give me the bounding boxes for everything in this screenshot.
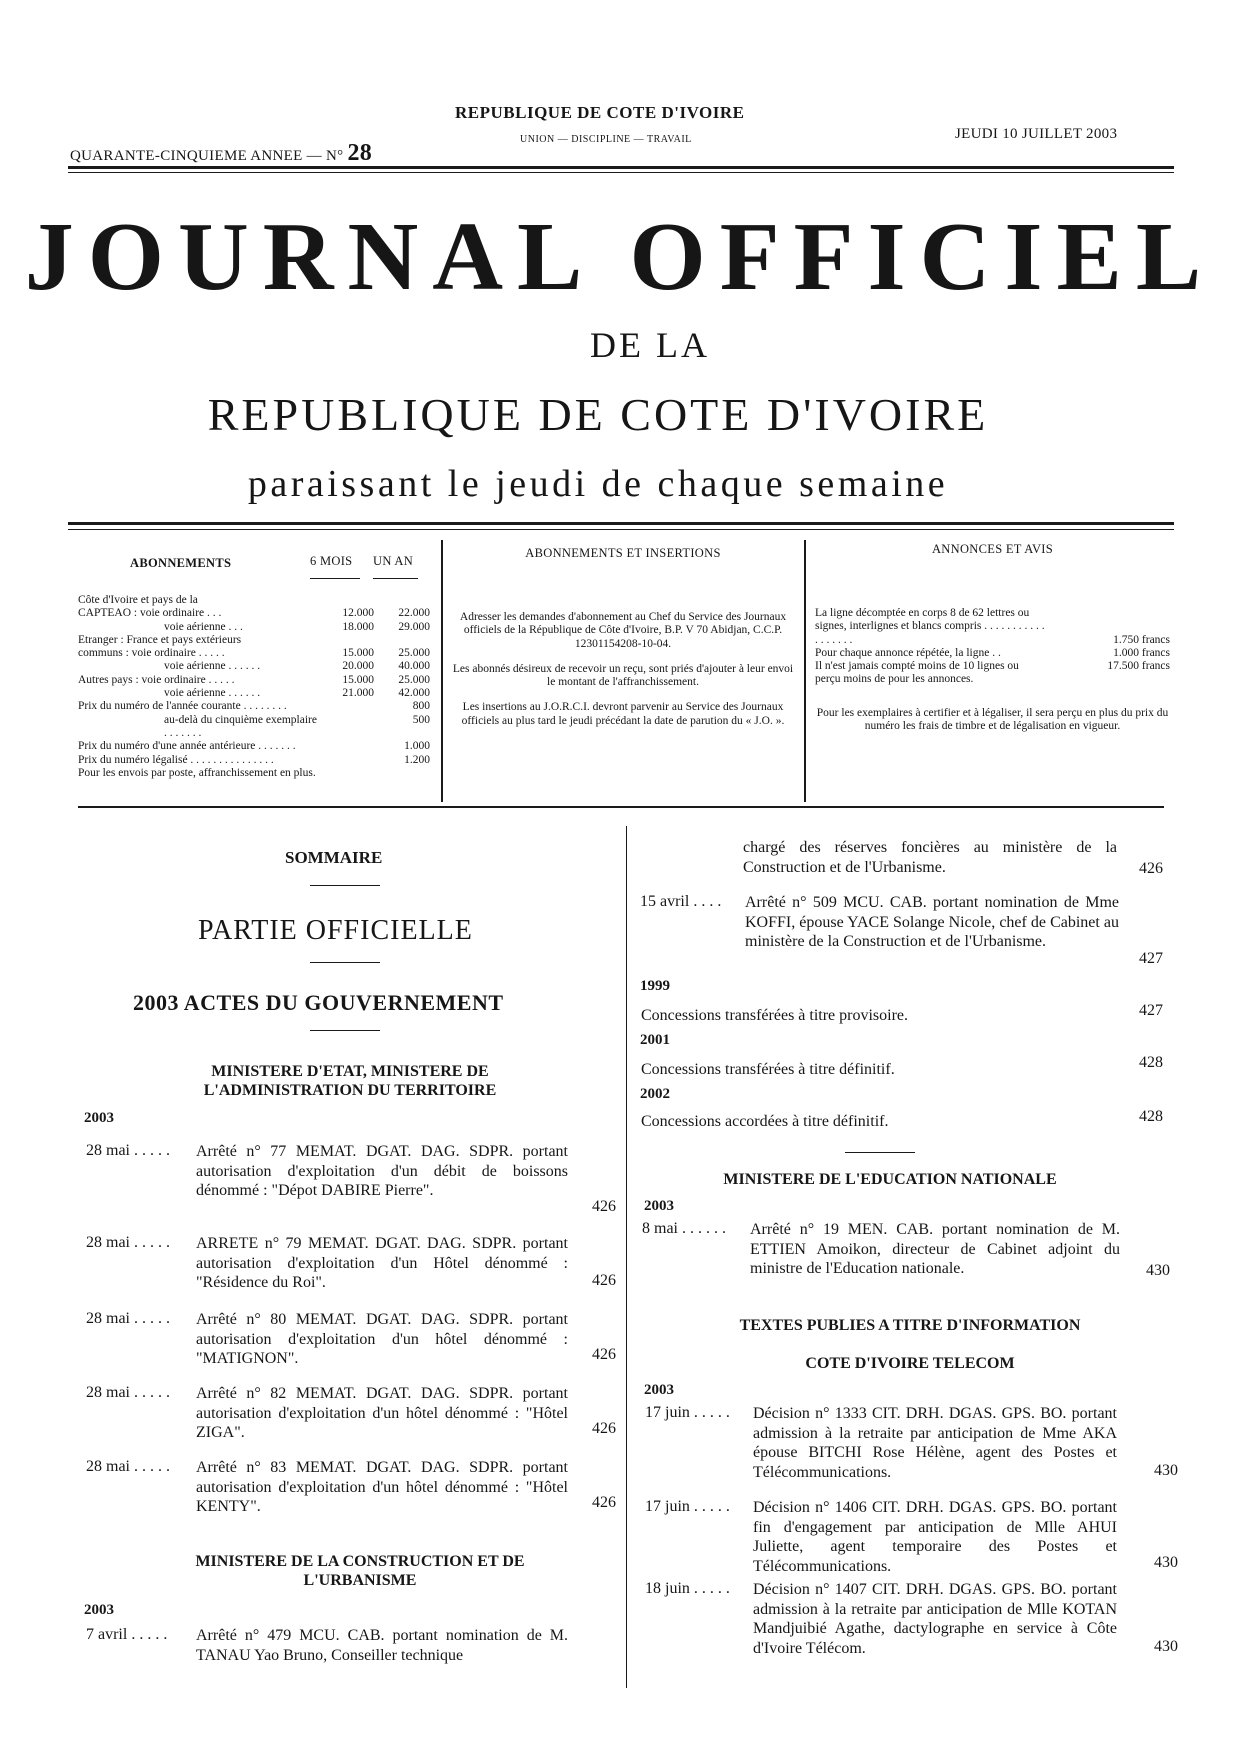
rate-label: communs : voie ordinaire . . . . .: [78, 647, 225, 660]
entry-page: 430: [1154, 1638, 1178, 1655]
entry-date: 28 mai . . . . .: [86, 1458, 170, 1475]
header-rule-thin: [68, 172, 1174, 173]
year-2003-a: 2003: [84, 1110, 114, 1126]
rate-un-an: [374, 634, 430, 647]
rate-row: [78, 660, 430, 673]
textes-heading: TEXTES PUBLIES A TITRE D'INFORMATION: [739, 1317, 1081, 1334]
rate-un-an: 25.000: [398, 647, 430, 660]
rate-6mois: 15.000: [342, 673, 374, 686]
column-divider: [626, 826, 627, 1688]
masthead-rule-thick: [68, 522, 1174, 525]
annonce-minimum-price: 17.500 francs: [1107, 660, 1170, 673]
entry-page: 426: [592, 1420, 616, 1437]
annonce-minimum-label: Il n'est jamais compté moins de 10 lignes ou perçu moins de pour les annonces.: [815, 660, 1019, 686]
entry-text: Décision n° 1406 CIT. DRH. DGAS. GPS. BO. portant fin d'engagement par anticipation de Mlle AHUI Juliette, agent temporaire des Postes et Télécommunications.: [753, 1499, 1117, 1575]
masthead-republique: REPUBLIQUE DE COTE D'IVOIRE: [207, 389, 989, 440]
annonces-note: Pour les exemplaires à certifier et à légaliser, il sera perçu en plus du prix du numéro les frais de timbre et de légalisation en vigueur.: [816, 706, 1169, 733]
annonce-repetee-price: 1.000 francs: [1113, 646, 1170, 659]
entry-text: Arrêté n° 83 MEMAT. DGAT. DAG. SDPR. portant autorisation d'exploitation d'un hôtel dénommé : "Hôtel KENTY".: [196, 1459, 568, 1515]
header-rule-thick: [68, 166, 1174, 169]
rate-6mois: [322, 714, 374, 741]
col-underline-1: [310, 578, 360, 579]
entry-page: 426: [592, 1346, 616, 1363]
ministere-education: MINISTERE DE L'EDUCATION NATIONALE: [723, 1171, 1057, 1188]
entry-text: Arrêté n° 82 MEMAT. DGAT. DAG. SDPR. portant autorisation d'exploitation d'un hôtel dénommé : "Hôtel ZIGA".: [196, 1385, 568, 1441]
header-republique: REPUBLIQUE DE COTE D'IVOIRE: [455, 103, 745, 122]
section-rule: [845, 1152, 915, 1153]
rate-row: [78, 714, 430, 741]
rate-label: Côte d'Ivoire et pays de la: [78, 594, 198, 606]
rate-label: Etranger : France et pays extérieurs: [78, 633, 242, 646]
rate-label: voie aérienne . . .: [164, 620, 243, 633]
masthead-subtitle: paraissant le jeudi de chaque semaine: [247, 463, 949, 505]
entry-page: 427: [1139, 950, 1163, 967]
concession-definitif-page: 428: [1139, 1054, 1163, 1071]
rate-un-an: 22.000: [398, 607, 430, 620]
rate-6mois: 15.000: [342, 647, 374, 660]
rate-row: [78, 621, 430, 634]
ministere-construction: MINISTERE DE LA CONSTRUCTION ET DE L'URBANISME: [195, 1553, 525, 1589]
rate-label: voie aérienne . . . . . .: [164, 660, 261, 673]
col-underline-2: [373, 578, 418, 579]
year-2001: 2001: [640, 1032, 670, 1048]
entry-date: 18 juin . . . . .: [645, 1580, 730, 1597]
actes-heading: 2003 ACTES DU GOUVERNEMENT: [133, 990, 504, 1015]
annonce-repetee-label: Pour chaque annonce répétée, la ligne . .: [815, 646, 1001, 659]
concession-provisoire-page: 427: [1139, 1002, 1163, 1019]
year-2003-b: 2003: [84, 1602, 114, 1618]
entry-text: Décision n° 1333 CIT. DRH. DGAS. GPS. BO. portant admission à la retraite par anticipation de Mme AKA épouse BITCHI Rose Hélène, agent des Postes et Télécommunications.: [753, 1405, 1117, 1481]
rate-label: au-delà du cinquième exemplaire . . . . . . .: [164, 713, 317, 739]
rate-6mois: [322, 754, 374, 767]
rates-table: [78, 594, 430, 780]
box-divider-1: [441, 540, 443, 802]
entry-text: Décision n° 1407 CIT. DRH. DGAS. GPS. BO. portant admission à la retraite par anticipation de Mlle KOTAN Mandjuibié Agathe, dactylographe en service à Côte d'Ivoire Télécom.: [753, 1581, 1117, 1657]
rate-6mois: 12.000: [342, 607, 374, 620]
rate-un-an: 42.000: [398, 687, 430, 700]
rate-row: [78, 740, 430, 753]
rate-row: [78, 767, 430, 780]
col-6mois: 6 MOIS: [310, 554, 353, 568]
entry-page: 430: [1154, 1462, 1178, 1479]
rate-un-an: [374, 767, 430, 780]
rate-un-an: 800: [412, 700, 430, 713]
insertions-p3: Les insertions au J.O.R.C.I. devront parvenir au Service des Journaux officiels au plus tard le jeudi précédant la date de parution du « J.O. ».: [461, 701, 785, 727]
abonnements-box: [78, 552, 430, 780]
rate-6mois: 18.000: [342, 620, 374, 633]
entry-date: 28 mai . . . . .: [86, 1310, 170, 1327]
entry-page: 426: [592, 1272, 616, 1289]
sommaire-heading: SOMMAIRE: [285, 848, 383, 867]
insertions-box: [452, 546, 794, 728]
rate-6mois: 20.000: [342, 660, 374, 673]
annonce-ligne-label: La ligne décomptée en corps 8 de 62 lettres ou signes, interlignes et blancs compris . . . . . . . . . . . . . . . . . .: [815, 607, 1045, 646]
continued-entry-text: chargé des réserves foncières au ministère de la Construction et de l'Urbanisme.: [743, 839, 1117, 876]
entry-text: Arrêté n° 19 MEN. CAB. portant nomination de M. ETTIEN Amoikon, directeur de Cabinet adjoint du ministre de l'Education nationale.: [750, 1221, 1120, 1277]
issue-number: 28: [347, 140, 373, 166]
rate-6mois: 21.000: [342, 687, 374, 700]
partie-officielle: PARTIE OFFICIELLE: [198, 915, 473, 946]
masthead-de-la: DE LA: [590, 325, 710, 365]
insertions-heading: ABONNEMENTS ET INSERTIONS: [525, 546, 721, 560]
masthead-title: JOURNAL OFFICIEL: [24, 203, 1216, 311]
entry-text: Arrêté n° 80 MEMAT. DGAT. DAG. SDPR. portant autorisation d'exploitation d'un hôtel dénommé : "MATIGNON".: [196, 1311, 568, 1367]
issue-date: JEUDI 10 JUILLET 2003: [955, 126, 1118, 142]
entry-page: 426: [592, 1494, 616, 1511]
annonces-box: [815, 542, 1170, 733]
entry-text: ARRETE n° 79 MEMAT. DGAT. DAG. SDPR. portant autorisation d'exploitation d'un Hôtel dénommé : "Résidence du Roi".: [196, 1235, 568, 1291]
rate-label: Autres pays : voie ordinaire . . . . .: [78, 673, 235, 686]
rate-label: Pour les envois par poste, affranchissement en plus.: [78, 766, 316, 779]
boxes-bottom-rule: [78, 806, 1164, 808]
rate-un-an: [374, 594, 430, 607]
rate-6mois: [322, 700, 374, 713]
rate-row: [78, 634, 430, 647]
rate-row: [78, 754, 430, 767]
concession-accordee-page: 428: [1139, 1108, 1163, 1125]
rate-6mois: [322, 767, 374, 780]
rate-label: Prix du numéro légalisé . . . . . . . . . . . . . . .: [78, 753, 274, 766]
entry-date: 8 mai . . . . . .: [642, 1220, 726, 1237]
rate-un-an: 1.000: [404, 740, 430, 753]
entry-date: 15 avril . . . .: [640, 893, 722, 910]
entry-date: 28 mai . . . . .: [86, 1142, 170, 1159]
concession-provisoire: Concessions transférées à titre provisoire.: [641, 1007, 909, 1024]
concession-definitif: Concessions transférées à titre définitif.: [641, 1061, 895, 1078]
entry-text: Arrêté n° 479 MCU. CAB. portant nomination de M. TANAU Yao Bruno, Conseiller technique: [196, 1627, 568, 1664]
rate-row: [78, 594, 430, 607]
annonce-ligne-price: 1.750 francs: [1113, 633, 1170, 646]
entry-date: 28 mai . . . . .: [86, 1234, 170, 1251]
concession-accordee: Concessions accordées à titre définitif.: [641, 1113, 889, 1130]
box-divider-2: [804, 540, 806, 802]
entry-text: Arrêté n° 77 MEMAT. DGAT. DAG. SDPR. portant autorisation d'exploitation d'un débit de boissons dénommé : "Dépot DABIRE Pierre".: [196, 1143, 568, 1199]
entry-text: Arrêté n° 509 MCU. CAB. portant nomination de Mme KOFFI, épouse YACE Solange Nicole, chef de Cabinet au ministère de la Construction et de l'Urbanisme.: [745, 894, 1119, 950]
rate-un-an: 29.000: [398, 620, 430, 633]
insertions-p2: Les abonnés désireux de recevoir un reçu, sont priés d'ajouter à leur envoi le montant de l'affranchissement.: [452, 662, 794, 689]
rate-row: [78, 674, 430, 687]
rate-6mois: [322, 634, 374, 647]
entry-date: 17 juin . . . . .: [645, 1498, 730, 1515]
header-motto: UNION — DISCIPLINE — TRAVAIL: [520, 134, 692, 145]
rate-6mois: [322, 740, 374, 753]
annonces-heading: ANNONCES ET AVIS: [931, 542, 1054, 556]
rate-un-an: 25.000: [398, 673, 430, 686]
rate-label: CAPTEAO : voie ordinaire . . .: [78, 607, 222, 620]
year-1999: 1999: [640, 978, 670, 994]
col-un-an: UN AN: [373, 554, 414, 568]
entry-date: 7 avril . . . . .: [86, 1626, 168, 1643]
entry-date: 17 juin . . . . .: [645, 1404, 730, 1421]
ministere-administration: MINISTERE D'ETAT, MINISTERE DE L'ADMINISTRATION DU TERRITOIRE: [203, 1063, 497, 1099]
masthead-rule-thin: [68, 529, 1174, 530]
year-2002: 2002: [640, 1086, 670, 1102]
rate-row: [78, 700, 430, 713]
insertions-p1: Adresser les demandes d'abonnement au Chef du Service des Journaux officiels de la République de Côte d'Ivoire, B.P. V 70 Abidjan, C.C.P. 12301154208-10-04.: [459, 611, 787, 650]
rate-un-an: 500: [412, 713, 430, 726]
entry-date: 28 mai . . . . .: [86, 1384, 170, 1401]
partie-rule: [310, 962, 380, 963]
issue-year-label: QUARANTE-CINQUIEME ANNEE — N° 28: [70, 140, 373, 166]
telecom-heading: COTE D'IVOIRE TELECOM: [805, 1355, 1015, 1372]
annonces-rates: [815, 607, 1170, 687]
rate-label: voie aérienne . . . . . .: [164, 687, 261, 700]
rate-row: [78, 687, 430, 700]
rate-un-an: 1.200: [404, 753, 430, 766]
abonnements-heading: ABONNEMENTS: [130, 556, 232, 570]
year-2003-c: 2003: [644, 1198, 674, 1214]
rate-label: Prix du numéro d'une année antérieure . . . . . . .: [78, 740, 296, 753]
rate-6mois: [322, 594, 374, 607]
rate-un-an: 40.000: [398, 660, 430, 673]
continued-entry-page: 426: [1139, 860, 1163, 877]
entry-page: 426: [592, 1198, 616, 1215]
entry-page: 430: [1154, 1554, 1178, 1571]
entry-page: 430: [1146, 1262, 1170, 1279]
sommaire-rule: [310, 885, 380, 886]
year-2003-d: 2003: [644, 1382, 674, 1398]
actes-rule: [310, 1030, 380, 1031]
rate-row: [78, 607, 430, 620]
rate-row: [78, 647, 430, 660]
rate-label: Prix du numéro de l'année courante . . . . . . . .: [78, 700, 287, 713]
